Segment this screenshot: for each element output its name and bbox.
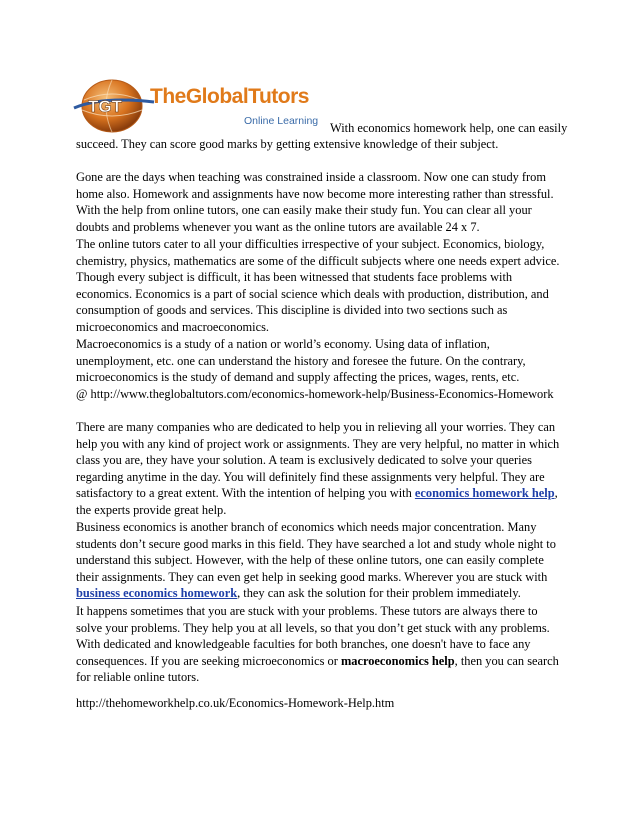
paragraph-text [76, 603, 566, 686]
paragraph-text [76, 419, 566, 519]
paragraph-5 [76, 519, 566, 602]
logo-tagline: Online Learning [244, 115, 319, 127]
url-text: @ http://www.theglobaltutors.com/economics-homework-help/Business-Economics-Homework [76, 387, 554, 401]
text-span: It happens sometimes that you are stuck with your problems. These tutors are always there to solve your problems. They help you at all levels, so that you don’t get stuck with any problems. With dedicated and knowledgeable faculties for both branches, one doesn't have to face any consequences. If you are seeking microeconomics or [76, 604, 550, 668]
paragraph-4 [76, 419, 566, 519]
text-span: , then you can search for reliable online tutors. [76, 653, 559, 685]
source-url-1 [76, 386, 566, 403]
logo-name: TheGlobalTutors [150, 85, 309, 108]
source-url-2 [76, 695, 566, 712]
logo-badge: TGT [88, 97, 122, 116]
paragraph-text: The online tutors cater to all your difficulties irrespective of your subject. Economics, biology, chemistry, physics, mathematics are some of the difficult subjects where one needs expert advice. Though every subject is difficult, it has been witnessed that students face problems with economics. Economics is a part of social science which deals with production, distribution, and consumption of goods and services. This discipline is divided into two sections such as microeconomics and macroeconomics. [76, 237, 560, 334]
paragraph-text: Macroeconomics is a study of a nation or world’s economy. Using data of inflation, unemployment, etc. one can understand the history and foresee the future. On the contrary, microeconomics is the study of demand and supply affecting the prices, wages, rents, etc. [76, 337, 526, 385]
theglobaltutors-logo[interactable] [72, 80, 322, 134]
paragraph-text: Gone are the days when teaching was constrained inside a classroom. Now one can study from home also. Homework and assignments have now become more interesting rather than stressful. With the help from online tutors, one can easily make their study fun. You can clear all your doubts and problems whenever you want as the online tutors are available 24 x 7. [76, 170, 554, 234]
paragraph-text [76, 519, 566, 602]
text-span: , they can ask the solution for their problem immediately. [237, 586, 521, 601]
url-text: http://thehomeworkhelp.co.uk/Economics-Homework-Help.htm [76, 696, 395, 710]
paragraph-6 [76, 603, 566, 686]
paragraph-3 [76, 336, 566, 386]
economics-homework-help-link[interactable]: economics homework help [414, 486, 555, 501]
paragraph-1 [76, 169, 566, 235]
globe-icon [72, 78, 156, 134]
paragraph-2 [76, 236, 566, 336]
intro-text: succeed. They can score good marks by getting extensive knowledge of their subject. [76, 137, 499, 151]
macroeconomics-help-bold: macroeconomics help [340, 653, 455, 668]
intro-line-2 [76, 136, 566, 153]
text-span: , the experts provide great help. [76, 486, 558, 517]
intro-line-1: With economics homework help, one can easily [330, 121, 568, 135]
text-span: Business economics is another branch of economics which needs major concentration. Many students don’t secure good marks in this field. They have searched a lot and study whole night to understand this subject. However, with the help of these online tutors, one can easily complete their assignments. They can even get help in seeking good marks. Wherever you are stuck with [76, 520, 556, 584]
business-economics-homework-link[interactable]: business economics homework [76, 586, 238, 601]
text-span: There are many companies who are dedicated to help you in relieving all your worries. They can help you with any kind of project work or assignments. They are very helpful, no matter in which class you are, they have your solution. A team is exclusively dedicated to solve your queries regarding anytime in the day. You will definitely find these assignments very helpful. They are satisfactory to a great extent. With the intention of helping you with [76, 420, 560, 501]
